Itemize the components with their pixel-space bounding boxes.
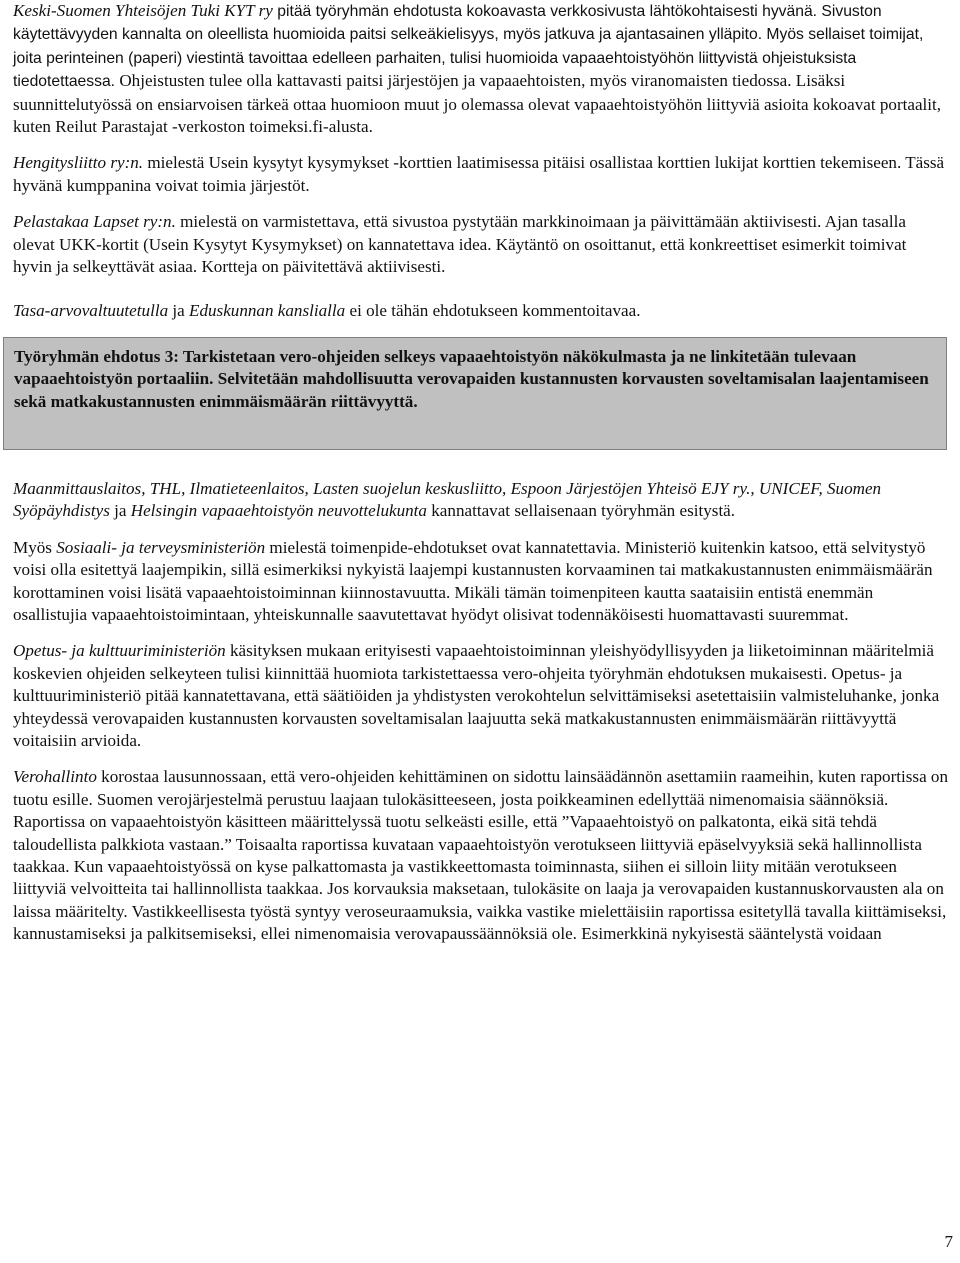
- paragraph-text: korostaa lausunnossaan, että vero-ohjeiden kehittäminen on sidottu lainsäädännön asettamiin raameihin, kuten raportissa on tuotu esille. Suomen verojärjestelmä perustuu laajaan tulokäsitteeseen, josta poikkeaminen edellyttää nimenomaisia säännöksiä. Raportissa on vapaaehtoistyön käsitteen määrittelyssä tuotu selkeästi esille, että ”Vapaaehtoistyö on palkatonta, eikä sitä tehdä taloudellista palkkiota vastaan.” Toisaalta raportissa kuvataan vapaaehtoistyön verotukseen liittyviä epäselvyyksiä sekä hallinnollista taakkaa. Kun vapaaehtoistyössä on kyse palkattomasta ja vastikkeettomasta toiminnasta, siihen ei silloin liity mitään verotukseen liittyviä velvoitteita tai hallinnollista taakkaa. Jos korvauksia maksetaan, tulokäsite on laaja ja verovapaiden kustannuskorvausten ala on laissa määritelty. Vastikkeellisesta työstä syntyy veroseuraamuksia, vaikka vastike mielettäisiin raportissa esitetyllä tavalla kiittämiseksi, kannustamiseksi ja palkitsemiseksi, ellei nimenomaisia verovapaussäännöksiä ole. Esimerkkinä nykyisestä sääntelystä voidaan: [13, 767, 949, 944]
- page-number: 7: [944, 1232, 953, 1251]
- proposal-box: [3, 337, 947, 450]
- org-name: Pelastakaa Lapset ry:n.: [13, 212, 176, 232]
- connector-text: Myös: [13, 537, 57, 557]
- paragraph-stm: [13, 537, 949, 627]
- paragraph-okm: [13, 640, 949, 752]
- org-name: Keski-Suomen Yhteisöjen Tuki KYT ry: [13, 1, 273, 20]
- paragraph-text: kannattavat sellaisenaan työryhmän esitystä.: [426, 501, 736, 521]
- paragraph-text: ei ole tähän ehdotukseen kommentoitavaa.: [345, 301, 641, 321]
- paragraph-text: mielestä on varmistettava, että sivustoa pystytään markkinoimaan ja päivittämään aktiivisesti. Ajan tasalla olevat UKK-kortit (Usein Kysytyt Kysymykset) on kannatettava idea. Käytäntö on osoittanut, että konkreettiset esimerkit toimivat hyvin ja selkeyttävät asiaa. Kortteja on päivitettävä aktiivisesti.: [13, 212, 907, 277]
- org-name: Verohallinto: [13, 767, 97, 787]
- org-name: Eduskunnan kanslialla: [189, 301, 346, 321]
- connector-text: ja: [168, 301, 190, 321]
- proposal-text: Työryhmän ehdotus 3: Tarkistetaan vero-ohjeiden selkeys vapaaehtoistyön näkökulmasta ja ne linkitetään tulevaan vapaaehtoistyön portaaliin. Selvitetään mahdollisuutta verovapaiden kustannusten korvausten soveltamisalan laajentamiseen sekä matkakustannusten enimmäismäärän riittävyyttä.: [14, 346, 929, 411]
- org-name: Sosiaali- ja terveysministeriön: [56, 537, 266, 557]
- paragraph-text: pitää työryhmän ehdotusta kokoavasta verkkosivusta lähtökohtaisesti hyvänä. Sivuston käytettävyyden kannalta on oleellista huomioida paitsi selkeäkielisyys, myös jatkuva ja ajantasainen ylläpito. Myös sellaiset toimijat, joita perinteinen (paperi) viestintä tavoittaa edelleen parhaiten, tulisi huomioida vapaaehtoistyöhön liittyvistä ohjeistuksista tiedotettaessa.: [13, 3, 924, 91]
- paragraph-text: Ohjeistusten tulee olla kattavasti paitsi järjestöjen ja vapaaehtoisten, myös viranomaisten tiedossa. Lisäksi suunnittelutyössä on ensiarvoisen tärkeä ottaa huomioon muut jo olemassa olevat vapaaehtoistyöhön liittyviä asioita kokoavat portaalit, kuten Reilut Parastajat -verkoston toimeksi.fi-alusta.: [13, 71, 942, 137]
- paragraph-text: mielestä Usein kysytyt kysymykset -korttien laatimisessa pitäisi osallistaa korttien lukijat korttien tekemiseen. Tässä hyvänä kumppanina voivat toimia järjestöt.: [13, 153, 945, 195]
- paragraph-verohallinto: [13, 766, 949, 945]
- paragraph-text: mielestä toimenpide-ehdotukset ovat kannatettavia. Ministeriö kuitenkin katsoo, että selvitystyö voisi olla esitettyä laajempikin, sillä esimerkiksi nykyistä laajempi kustannusten korvaaminen tai matkakustannusten enimmäismäärän korottaminen voisi lisätä vapaaehtoistoiminnan kiinnostavuutta. Mikäli tämän toimenpiteen kautta saataisiin entistä enemmän osallistujia vapaaehtoistoimintaan, yhteiskunnalle saavutettavat hyödyt olisivat todennäköisesti huomattavasti suuremmat.: [13, 537, 933, 624]
- paragraph-kyt: [13, 0, 949, 138]
- paragraph-pelastakaa-lapset: [13, 211, 949, 278]
- org-name: Hengitysliitto ry:n.: [13, 153, 144, 173]
- org-name: Helsingin vapaaehtoistyön neuvottelukunta: [130, 501, 427, 521]
- paragraph-text: käsityksen mukaan erityisesti vapaaehtoistoiminnan yleishyödyllisyyden ja liiketoiminnan määritelmiä koskevien ohjeiden selkeyteen tulisi kiinnittää huomiota tarkistettaessa vero-ohjeita työryhmän ehdotuksen mukaisesti. Opetus- ja kulttuuriministeriö pitää kannatettavana, että säätiöiden ja yhdistysten verokohtelun selvittämiseksi asetettaisiin valmisteluhanke, jonka yhteydessä verovapaiden kustannusten korvausten soveltamisalan laajuutta sekä matkakustannusten enimmäismäärän riittävyyttä voitaisiin arvioida.: [13, 641, 940, 750]
- document-page: [13, 0, 949, 946]
- org-name: Tasa-arvovaltuutetulla: [13, 301, 169, 321]
- org-name: Maanmittauslaitos, THL, Ilmatieteenlaitos, Lasten suojelun keskusliitto, Espoon Järjestöjen Yhteisö EJY ry., UNICEF, Suomen Syöpäyhdistys: [13, 478, 882, 521]
- org-name: Opetus- ja kulttuuriministeriön: [13, 641, 226, 661]
- paragraph-supporters: [13, 478, 949, 523]
- connector-text: ja: [109, 501, 131, 521]
- paragraph-hengitysliitto: [13, 152, 949, 197]
- paragraph-tasa-arvo: [13, 300, 949, 322]
